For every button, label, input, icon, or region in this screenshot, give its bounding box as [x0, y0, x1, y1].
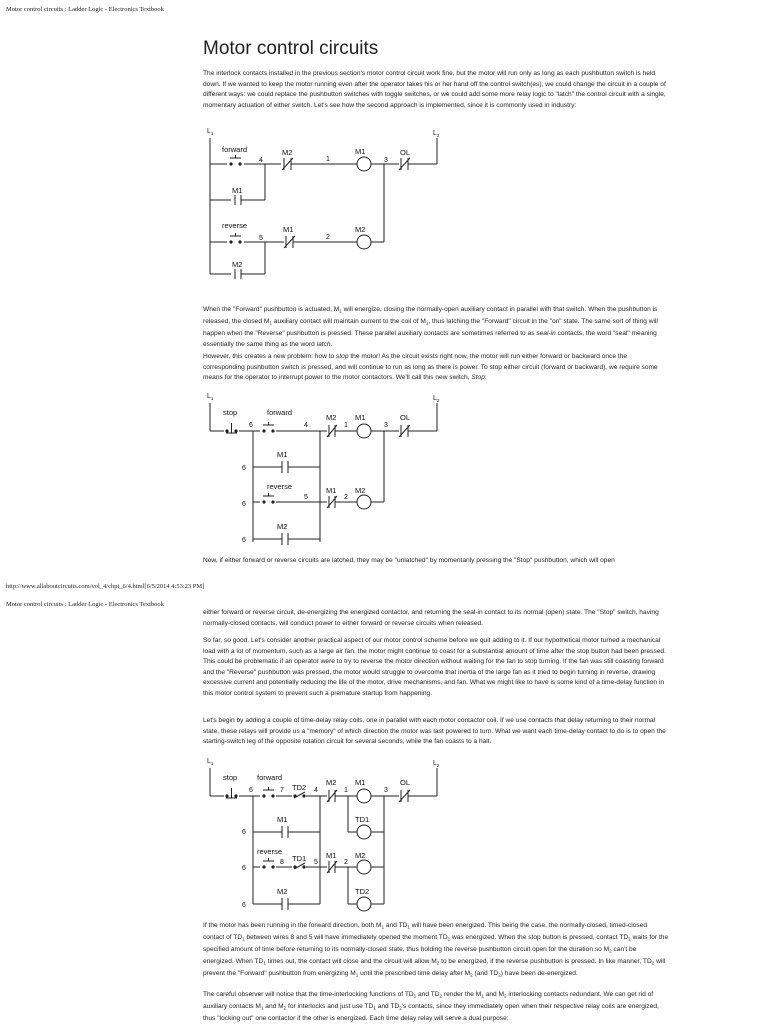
rail-l2-label: $L_2$ — [433, 395, 440, 403]
wire-1-label: 1 — [344, 787, 348, 794]
wire-4-label: 4 — [314, 787, 318, 794]
td2-coil-label: TD2 — [355, 887, 370, 896]
td1-coil-label: TD1 — [355, 815, 370, 824]
ol-label: OL — [400, 148, 411, 157]
paragraph-td-operation: If the motor has been running in the forward direction, both $M_1$ and $TD_1$ will have been energized. This being the case, the normally-closed, timed-closed contact of $TD_1$ between wires 8 and 5 will have immediately opened the moment $TD_1$ was energized. When the stop button is pressed, contact $TD_1$ waits for the specified amount of time before returning to its normally-closed state, thus holding the reverse pushbutton circuit open for the duration so $M_2$ can't be energized. When $TD_1$ times out, the contact will close and the circuit will allow $M_2$ to be energized, if the reverse pushbutton is pressed. In like manner, $TD_2$ will prevent the "Forward" pushbutton from energizing $M_1$ until the prescribed time delay after $M_2$ (and $TD_2$) have been de-energized. — [203, 922, 669, 978]
m2-coil-label: M2 — [355, 225, 366, 234]
wire-3-label: 3 — [384, 422, 388, 429]
rail-l2-label: $L_2$ — [433, 760, 440, 768]
article-title: Motor control circuits — [203, 38, 379, 59]
wire-7-label: 7 — [280, 787, 284, 794]
wire-1-label: 1 — [326, 156, 330, 163]
forward-label: forward — [222, 145, 248, 154]
wire-3-label: 3 — [384, 787, 388, 794]
rail-l1-label: $L_1$ — [207, 758, 214, 766]
m1-interlock-label: M1 — [283, 225, 294, 234]
wire-6-label: 6 — [242, 501, 246, 508]
m1-sealin-label: M1 — [277, 450, 288, 459]
ladder-diagram-stop — [200, 389, 450, 553]
wire-3-label: 3 — [384, 157, 388, 164]
m1-sealin-label: M1 — [232, 186, 243, 195]
wire-4-label: 4 — [259, 157, 263, 164]
paragraph-redundant-interlocks: The careful observer will notice that the time-interlocking functions of $TD_1$ and $TD_2$ render the $M_1$ and $M_2$ interlocking contacts redundant. We can get rid of auxiliary contacts $M_1$ and $M_2$ for interlocks and just use $TD_1$ and $TD_2's$ contacts, since they immediately open when their respective relay coils are energized, thus "locking out" one contactor if the other is energized. Each time delay relay will serve a dual purpose: — [203, 991, 659, 1023]
forward-label: forward — [257, 773, 283, 782]
paragraph-time-delay: Let's begin by adding a couple of time-delay relay coils, one in parallel with each motor contactor coil. If we use contacts that delay returning to their normal state, these relays will provide us a "memory" of which direction the motor was last powered to turn. What we want each time-delay contact to do is to open the starting-switch leg of the opposite rotation circuit for several seconds, while the fan coasts to a halt. — [203, 717, 666, 746]
m2-contact-label: M2 — [326, 778, 337, 787]
forward-label: forward — [267, 408, 293, 417]
wire-1-label: 1 — [344, 422, 348, 429]
wire-6-label: 6 — [249, 422, 253, 429]
rail-l1-label: $L_1$ — [207, 128, 214, 136]
reverse-label: reverse — [267, 482, 293, 491]
wire-5-label: 5 — [304, 494, 308, 501]
wire-6-label: 6 — [249, 787, 253, 794]
wire-2-label: 2 — [344, 859, 348, 866]
m2-sealin-label: M2 — [277, 522, 288, 531]
wire-5-label: 5 — [314, 859, 318, 866]
wire-2-label: 2 — [326, 234, 330, 241]
page-header-title-2: Motor control circuits : Ladder Logic - Electronics Textbook — [6, 601, 164, 608]
rail-l2-label: $L_2$ — [433, 130, 440, 138]
page-footer-url: http://www.allaboutcircuits.com/vol_4/chpt_6/4.html[6/5/2014 4:53:23 PM] — [6, 583, 205, 590]
paragraph-intro: The interlock contacts installed in the previous section's motor control circuit work fine, but the motor will run only as long as each pushbutton switch is held down. If we wanted to keep the motor running even after the operator takes his or her hand off the control switch(es), we could change the circuit in a couple of different ways: we could replace the pushbutton switches with toggle switches, or we could add some more relay logic to "latch" the control circuit with a single, momentary actuation of either switch. Let's see how the second approach is implemented, since it is commonly used in industry: — [203, 70, 666, 109]
m2-sealin-label: M2 — [277, 887, 288, 896]
td1-contact-label: TD1 — [292, 854, 307, 863]
ladder-diagram-latching — [200, 124, 450, 286]
paragraph-stop-switch: either forward or reverse circuit, de-energizing the energized contactor, and returning the seal-in contact to its normal (open) state. The "Stop" switch, having normally-closed contacts, will conduct power to either forward or reverse circuits when released. — [203, 609, 659, 627]
ol-label: OL — [400, 778, 411, 787]
m2-contact-label: M2 — [282, 148, 293, 157]
m2-contact-label: M2 — [326, 413, 337, 422]
page-header-title: Motor control circuits : Ladder Logic - Electronics Textbook — [6, 6, 164, 13]
m1-coil-label: M1 — [355, 147, 366, 156]
ol-label: OL — [400, 413, 411, 422]
paragraph-seal-in: When the "Forward" pushbutton is actuated, $M_1$ will energize, closing the normally-open auxiliary contact in parallel with that switch. When the pushbutton is released, the closed $M_1$ auxiliary contact will maintain current to the coil of $M_1$, thus latching the "Forward" circuit in the "on" state. The same sort of thing will happen when the "Reverse" pushbutton is pressed. These parallel auxiliary contacts are sometimes referred to as seal-in contacts, the word "seal" meaning essentially the same thing as the word latch. — [203, 306, 658, 348]
wire-4-label: 4 — [304, 422, 308, 429]
wire-6-label: 6 — [242, 829, 246, 836]
m2-coil-label: M2 — [355, 851, 366, 860]
wire-2-label: 2 — [344, 494, 348, 501]
ladder-diagram-time-delay — [200, 754, 450, 914]
m1-sealin-label: M1 — [277, 815, 288, 824]
stop-label: stop — [223, 773, 238, 782]
m1-coil-label: M1 — [355, 413, 366, 422]
m1-coil-label: M1 — [355, 778, 366, 787]
wire-6-label: 6 — [242, 902, 246, 909]
td2-contact-label: TD2 — [292, 783, 307, 792]
wire-8-label: 8 — [280, 859, 284, 866]
m1-interlock-label: M1 — [326, 486, 337, 495]
paragraph-momentum: So far, so good. Let's consider another practical aspect of our motor control scheme before we quit adding to it. If our hypothetical motor turned a mechanical load with a lot of momentum, such as a large air fan, the motor might continue to coast for a substantial amount of time after the stop button had been pressed. This could be problematic if an operator were to try to reverse the motor direction without waiting for the fan to stop turning. If the fan was still coasting forward and the "Reverse" pushbutton was pressed, the motor would struggle to overcome that inertia of the large fan as it tried to begin turning in reverse, drawing excessive current and potentially reducing the life of the motor, drive mechanisms, and fan. What we might like to have is some kind of a time-delay function in this motor control system to prevent such a premature startup from happening. — [203, 637, 666, 697]
wire-5-label: 5 — [259, 235, 263, 242]
reverse-label: reverse — [257, 847, 283, 856]
m1-interlock-label: M1 — [326, 851, 337, 860]
stop-label: stop — [223, 408, 238, 417]
reverse-label: reverse — [222, 221, 248, 230]
paragraph-stop-problem: However, this creates a new problem: how to stop the motor! As the circuit exists right now, the motor will run either forward or backward once the corresponding pushbutton switch is pressed, and will continue to run as long as there is power. To stop either circuit (forward or backward), we require some means for the operator to interrupt power to the motor contactors. We'll call this new switch, Stop: — [203, 353, 658, 382]
m2-coil-label: M2 — [355, 486, 366, 495]
wire-6-label: 6 — [242, 537, 246, 544]
rail-l1-label: $L_1$ — [207, 393, 214, 401]
wire-6-label: 6 — [242, 465, 246, 472]
paragraph-unlatch: Now, if either forward or reverse circuits are latched, they may be "unlatched" by momentarily pressing the "Stop" pushbutton, which will open — [203, 557, 615, 564]
wire-6-label: 6 — [242, 865, 246, 872]
m2-sealin-label: M2 — [232, 260, 243, 269]
